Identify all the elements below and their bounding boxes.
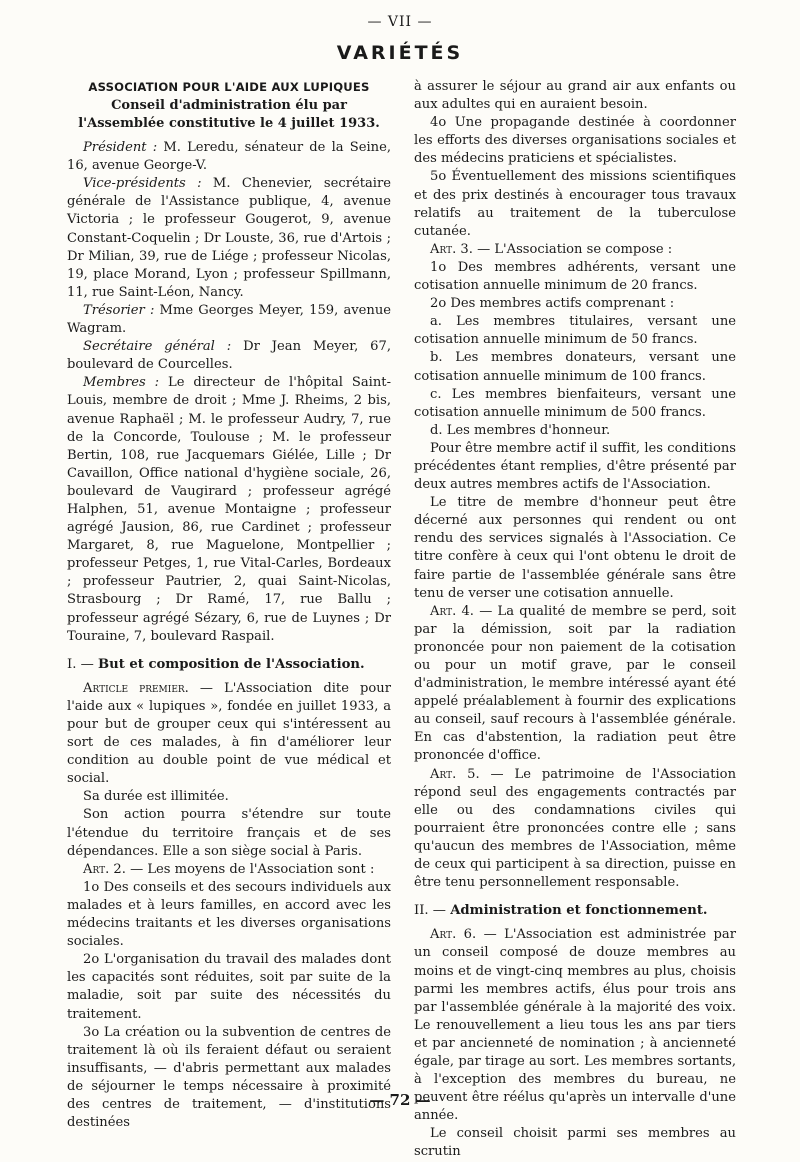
article-2-label: Art. 2. — [83, 861, 126, 877]
council-heading: Conseil d'administration élu par l'Assemblée constitutive le 4 juillet 1933. — [78, 98, 380, 132]
left-column — [67, 78, 391, 1132]
president-text: M. Leredu, sénateur de la Seine, 16, avenue George-V. — [67, 140, 391, 174]
right-column — [414, 78, 736, 1162]
article-3-text: — L'Association se compose : — [472, 241, 673, 257]
article-4-text: — La qualité de membre se perd, soit par la démission, soit par la radiation prononcée pour non paiement de la cotisation ou pour un motif grave, par le conseil d'administration, le membre intéressé ayant été appelé préalablement à fournir des explications au conseil, sauf recours à l'assemblée générale. En cas d'abstention, la radiation peut être prononcée d'office. — [414, 603, 736, 764]
action-paragraph: Son action pourra s'étendre sur toute l'étendue du territoire français et de ses dépendances. Elle a son siège social à Paris. — [67, 807, 391, 859]
members-text: Le directeur de l'hôpital Saint-Louis, membre de droit ; Mme J. Rheims, 2 bis, avenue Raphaël ; M. le professeur Audry, 7, rue de la Concorde, Toulouse ; M. le professeur Bertin, 108, rue Jacquemars Giélée, Lille ; Dr Cavaillon, Office national d'hygiène sociale, 26, boulevard de Vaugirard ; professeur agrégé Halphen, 51, avenue Montaigne ; professeur agrégé Jausion, 86, rue Cardinet ; professeur Margaret, 8, rue Maguelone, Montpellier ; professeur Petges, 1, rue Vital-Carles, Bordeaux ; professeur Pautrier, 2, quai Saint-Nicolas, Strasbourg ; Dr Ramé, 17, rue Ballu ; professeur agrégé Sézary, 6, rue de Luynes ; Dr Touraine, 7, boulevard Raspail. — [67, 375, 391, 644]
treasurer-label: Trésorier : — [83, 302, 155, 318]
article-1-label: Article premier. — [83, 680, 189, 696]
page-number: — 72 — — [369, 1091, 431, 1109]
secretary-text: Dr Jean Meyer, 67, boulevard de Courcelles. — [67, 339, 391, 373]
vice-presidents-text: M. Chenevier, secrétaire générale de l'Assistance publique, 4, avenue Victoria ; le professeur Gougerot, 9, avenue Constant-Coquelin ; Dr Louste, 36, rue d'Artois ; Dr Milian, 39, rue de Liége ; professeur Nicolas, 19, place Morand, Lyon ; professeur Spillmann, 11, rue Saint-Léon, Nancy. — [67, 176, 391, 300]
article-5-paragraph — [414, 766, 736, 893]
treasurer-text: Mme Georges Meyer, 159, avenue Wagram. — [67, 302, 392, 337]
secretary-paragraph — [67, 338, 391, 374]
article-2-text: — Les moyens de l'Association sont : — [125, 861, 375, 877]
article-5-text: — Le patrimoine de l'Association répond seul des engagements contractés par elle ou des condamnations civiles qui pourraient être prononcées contre elle ; sans qu'aucun des membres de l'Association, même de ceux qui participent à sa direction, puisse en être tenu personnellement responsable. — [414, 766, 737, 891]
article-6-label: Art. 6. — [430, 927, 477, 943]
section-title: VARIÉTÉS — [336, 42, 464, 64]
section-2-number: II. — — [414, 903, 451, 919]
composition-item-2: 2o Des membres actifs comprenant : — [430, 296, 675, 312]
president-paragraph — [67, 139, 391, 175]
treasurer-paragraph — [67, 302, 391, 338]
article-1-paragraph — [67, 680, 391, 789]
honorary-title-paragraph: Le titre de membre d'honneur peut être décerné aux personnes qui rendent ou ont rendu des services signalés à l'Association. Ce titre confère à ceux qui l'ont obtenu le droit de faire partie de l'assemblée générale sans être tenu de verser une cotisation annuelle. — [414, 495, 736, 601]
means-item-2: 2o L'organisation du travail des malades dont les capacités sont réduites, soit par suite de la maladie, soit par suite des nécessités du traitement. — [67, 952, 391, 1022]
secretary-label: Secrétaire général : — [83, 339, 232, 355]
composition-item-a: a. Les membres titulaires, versant une cotisation annuelle minimum de 50 francs. — [414, 314, 736, 348]
members-label: Membres : — [83, 375, 160, 391]
composition-item-d: d. Les membres d'honneur. — [430, 422, 611, 438]
article-4-label: Art. 4. — [430, 603, 474, 619]
article-3-paragraph — [414, 241, 736, 259]
article-5-label: Art. 5. — [430, 766, 480, 782]
section-1-number: I. — — [67, 656, 98, 672]
article-2-paragraph — [67, 861, 391, 879]
article-1-text: — L'Association dite pour l'aide aux « lupiques », fondée en juillet 1933, a pour but de grouper ceux qui s'intéressent au sort de ces malades, à fin d'améliorer leur condition au double point de vue médical et social. — [67, 680, 391, 787]
vice-presidents-paragraph — [67, 175, 391, 302]
article-4-paragraph — [414, 603, 736, 766]
continued-paragraph: à assurer le séjour au grand air aux enfants ou aux adultes qui en auraient besoin. — [414, 79, 736, 113]
section-heading-2 — [414, 902, 736, 920]
composition-item-b: b. Les membres donateurs, versant une cotisation annuelle minimum de 100 francs. — [414, 350, 736, 384]
means-item-5: 5o Éventuellement des missions scientifiques et des prix destinés à encourager tous travaux relatifs au traitement de la tuberculose cutanée. — [414, 169, 736, 239]
means-item-3: 3o La création ou la subvention de centres de traitement là où ils feraient défaut ou seraient insuffisants, — d'abris permettant aux malades de séjourner le temps nécessaire à proximité des centres de traitement, — d'institutions destinées — [67, 1024, 391, 1131]
roman-page-numeral: — VII — — [367, 14, 433, 30]
duration-paragraph: Sa durée est illimitée. — [83, 789, 229, 805]
article-6-text: — L'Association est administrée par un conseil composé de douze membres au moins et de vingt-cinq membres au plus, choisis parmi les membres actifs, élus pour trois ans par l'assemblée générale à la majorité des voix. Le renouvellement a lieu tous les ans par tiers et par ancienneté de nomination ; à ancienneté égale, par tirage au sort. Les membres sortants, à l'exception des membres du bureau, ne peuvent être réélus qu'après un intervalle d'une année. — [414, 927, 736, 1124]
section-2-title: Administration et fonctionnement. — [450, 903, 708, 919]
section-1-title: But et composition de l'Association. — [97, 656, 365, 672]
composition-item-c: c. Les membres bienfaiteurs, versant une cotisation annuelle minimum de 500 francs. — [414, 386, 736, 420]
vice-presidents-label: Vice-présidents : — [83, 176, 202, 192]
composition-item-1: 1o Des membres adhérents, versant une cotisation annuelle minimum de 20 francs. — [414, 259, 736, 294]
means-item-1: 1o Des conseils et des secours individuels aux malades et à leurs familles, en accord avec les médecins traitants et les diverses organisations sociales. — [67, 879, 391, 950]
association-name: ASSOCIATION POUR L'AIDE AUX LUPIQUES — [88, 80, 370, 94]
final-paragraph: Le conseil choisit parmi ses membres au scrutin — [414, 1126, 736, 1160]
section-heading-1 — [67, 656, 391, 674]
article-3-label: Art. 3. — [430, 241, 473, 257]
active-member-paragraph: Pour être membre actif il suffit, les conditions précédentes étant remplies, d'être présenté par deux autres membres actifs de l'Association. — [414, 440, 736, 493]
means-item-4: 4o Une propagande destinée à coordonner les efforts des diverses organisations sociales et des médecins praticiens et spécialistes. — [414, 115, 736, 167]
president-label: Président : — [83, 140, 158, 156]
members-paragraph — [67, 374, 391, 645]
